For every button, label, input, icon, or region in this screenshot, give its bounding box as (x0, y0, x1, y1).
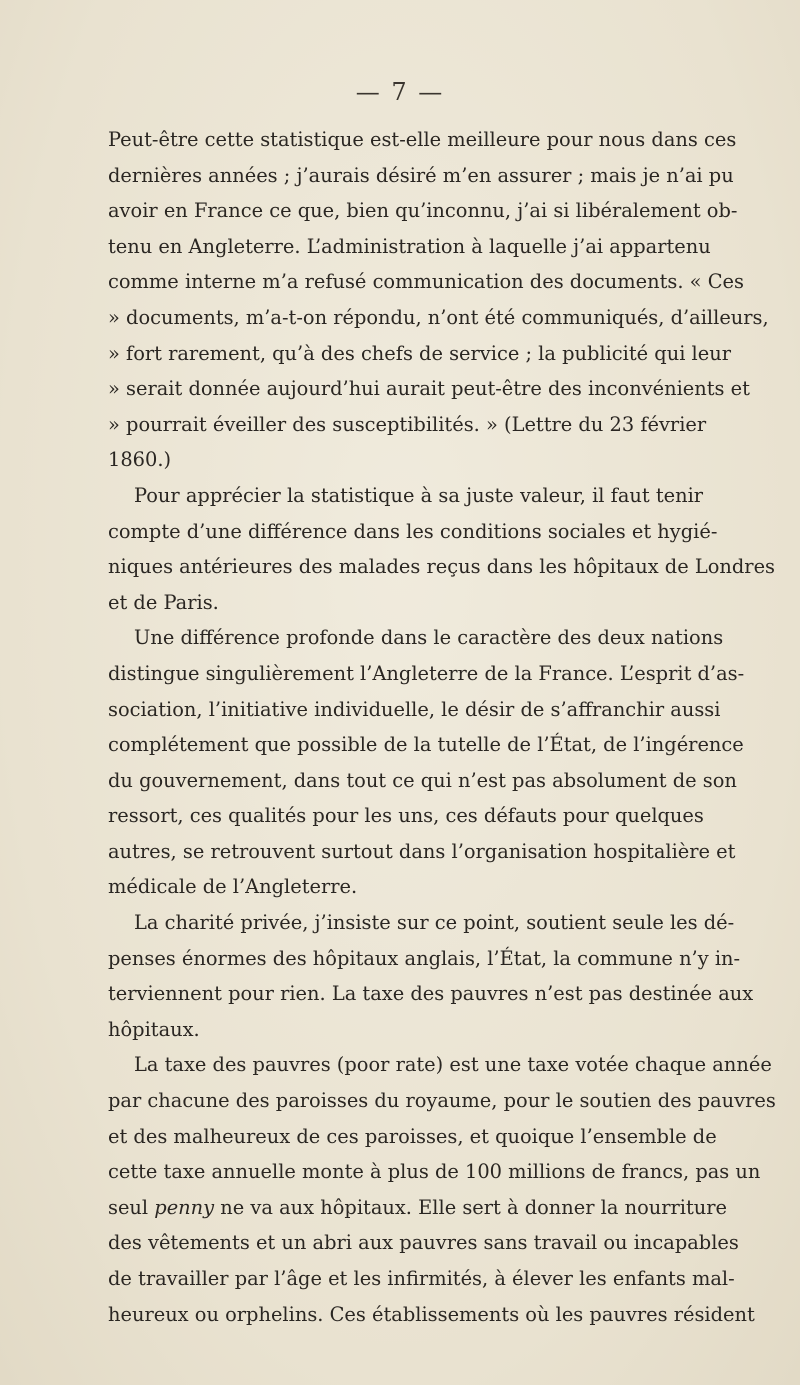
text-line (108, 1190, 728, 1226)
text-line: cette taxe annuelle monte à plus de 100 millions de francs, pas un (108, 1160, 761, 1184)
text-line: Une différence profonde dans le caractère des deux nations (134, 626, 724, 650)
text-line: des vêtements et un abri aux pauvres sans travail ou incapables (108, 1231, 739, 1255)
text-segment: seul (108, 1195, 149, 1219)
text-line: avoir en France ce que, bien qu’inconnu, j’ai si libéralement ob- (108, 199, 738, 223)
text-line: compte d’une différence dans les conditions sociales et hygié- (108, 519, 718, 543)
text-line: du gouvernement, dans tout ce qui n’est pas absolument de son (108, 768, 737, 792)
text-line: autres, se retrouvent surtout dans l’organisation hospitalière et (108, 839, 736, 863)
text-line: » documents, m’a-t-on répondu, n’ont été communiqués, d’ailleurs, (108, 305, 769, 329)
text-line: et des malheureux de ces paroisses, et quoique l’ensemble de (108, 1124, 717, 1148)
text-line: penses énormes des hôpitaux anglais, l’État, la commune n’y in- (108, 946, 741, 970)
text-line: par chacune des paroisses du royaume, pour le soutien des pauvres (108, 1089, 776, 1113)
text-line: distingue singulièrement l’Angleterre de la France. L’esprit d’as- (108, 661, 745, 685)
text-line: La taxe des pauvres (poor rate) est une taxe votée chaque année (134, 1053, 772, 1077)
text-line: et de Paris. (108, 590, 219, 614)
text-line: La charité privée, j’insiste sur ce point, soutient seule les dé- (134, 911, 735, 935)
text-line: hôpitaux. (108, 1017, 200, 1041)
text-line: » fort rarement, qu’à des chefs de service ; la publicité qui leur (108, 341, 731, 365)
body-text (108, 122, 776, 1332)
text-line: sociation, l’initiative individuelle, le désir de s’affranchir aussi (108, 697, 721, 721)
text-line: terviennent pour rien. La taxe des pauvres n’est pas destinée aux (108, 982, 754, 1006)
text-line: Peut-être cette statistique est-elle meilleure pour nous dans ces (108, 128, 737, 151)
text-line: niques antérieures des malades reçus dans les hôpitaux de Londres (108, 555, 775, 579)
text-line: Pour apprécier la statistique à sa juste valeur, il faut tenir (134, 483, 704, 507)
page-number: — 7 — (355, 78, 445, 106)
text-line: heureux ou orphelins. Ces établissements où les pauvres résident (108, 1302, 755, 1326)
text-line: » pourrait éveiller des susceptibilités. » (Lettre du 23 février (108, 412, 707, 436)
text-line: dernières années ; j’aurais désiré m’en assurer ; mais je n’ai pu (108, 163, 734, 187)
italic-word: penny (154, 1195, 215, 1219)
text-line: de travailler par l’âge et les infirmités, à élever les enfants mal- (108, 1267, 735, 1290)
text-line: médicale de l’Angleterre. (108, 875, 358, 899)
text-line: complétement que possible de la tutelle de l’État, de l’ingérence (108, 733, 744, 757)
text-line: comme interne m’a refusé communication des documents. « Ces (108, 270, 744, 294)
text-line: ressort, ces qualités pour les uns, ces défauts pour quelques (108, 804, 704, 828)
text-line: » serait donnée aujourd’hui aurait peut-être des inconvénients et (108, 377, 750, 401)
text-segment: ne va aux hôpitaux. Elle sert à donner la nourriture (220, 1195, 728, 1219)
text-line: tenu en Angleterre. L’administration à laquelle j’ai appartenu (108, 234, 711, 258)
text-line: 1860.) (108, 448, 172, 472)
